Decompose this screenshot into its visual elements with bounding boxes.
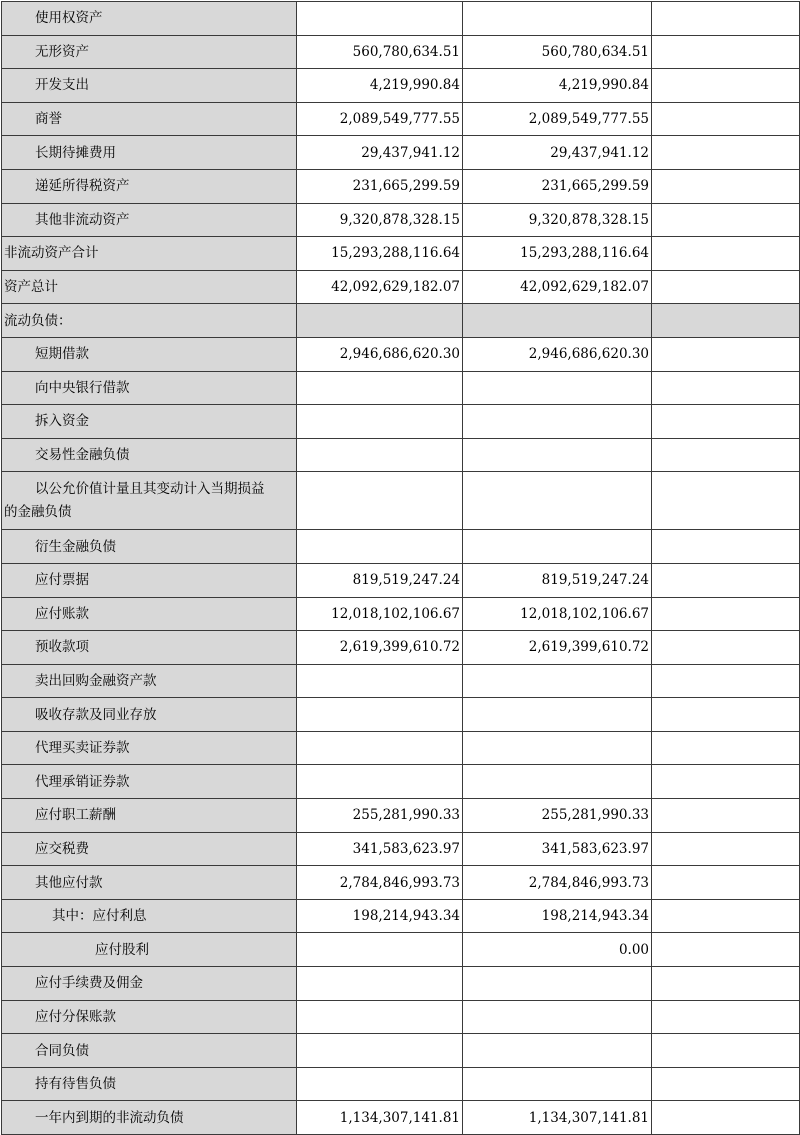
row-empty-col3 [652, 597, 800, 631]
row-label: 非流动资产合计 [2, 237, 297, 271]
table-row [2, 1067, 800, 1101]
row-value-col2: 2,784,846,993.73 [463, 866, 652, 900]
table-row [2, 631, 800, 665]
row-value-col2: 0.00 [463, 933, 652, 967]
table-row [2, 899, 800, 933]
row-empty-col3 [652, 438, 800, 472]
row-value-col2: 2,619,399,610.72 [463, 631, 652, 665]
table-row [2, 967, 800, 1001]
row-label: 一年内到期的非流动负债 [2, 1101, 297, 1135]
row-value-col2: 12,018,102,106.67 [463, 597, 652, 631]
row-empty-col3 [652, 237, 800, 271]
row-label: 应付票据 [2, 563, 297, 597]
section-header-cell [463, 304, 652, 338]
row-label-line2: 的金融负债 [4, 503, 72, 520]
table-row [2, 832, 800, 866]
row-empty-col3 [652, 371, 800, 405]
row-label: 短期借款 [2, 337, 297, 371]
row-label: 交易性金融负债 [2, 438, 297, 472]
row-value-col2: 819,519,247.24 [463, 563, 652, 597]
row-label: 其他应付款 [2, 866, 297, 900]
row-value-col2: 231,665,299.59 [463, 169, 652, 203]
row-value-col1 [297, 698, 463, 732]
row-value-col1 [297, 405, 463, 439]
table-row [2, 597, 800, 631]
table-row [2, 530, 800, 564]
row-label: 递延所得税资产 [2, 169, 297, 203]
row-value-col1: 2,619,399,610.72 [297, 631, 463, 665]
row-value-col2: 15,293,288,116.64 [463, 237, 652, 271]
row-value-col1: 255,281,990.33 [297, 799, 463, 833]
row-empty-col3 [652, 530, 800, 564]
row-label: 吸收存款及同业存放 [2, 698, 297, 732]
row-label: 资产总计 [2, 270, 297, 304]
row-label: 应付职工薪酬 [2, 799, 297, 833]
row-value-col1 [297, 967, 463, 1001]
row-empty-col3 [652, 337, 800, 371]
row-value-col1: 198,214,943.34 [297, 899, 463, 933]
row-empty-col3 [652, 765, 800, 799]
row-value-col2 [463, 698, 652, 732]
row-value-col2: 1,134,307,141.81 [463, 1101, 652, 1135]
row-value-col1 [297, 933, 463, 967]
row-value-col1: 4,219,990.84 [297, 69, 463, 103]
row-value-col1 [297, 2, 463, 36]
row-value-col2: 42,092,629,182.07 [463, 270, 652, 304]
row-value-col2 [463, 472, 652, 530]
row-value-col2: 255,281,990.33 [463, 799, 652, 833]
row-value-col1: 2,946,686,620.30 [297, 337, 463, 371]
section-header-label: 流动负债： [2, 304, 297, 338]
row-label: 合同负债 [2, 1034, 297, 1068]
row-value-col1 [297, 1034, 463, 1068]
row-value-col1: 2,089,549,777.55 [297, 102, 463, 136]
row-value-col1 [297, 472, 463, 530]
table-row [2, 405, 800, 439]
table-row-total [2, 270, 800, 304]
table-row [2, 866, 800, 900]
section-header-row [2, 304, 800, 338]
row-value-col2: 341,583,623.97 [463, 832, 652, 866]
row-value-col2 [463, 1000, 652, 1034]
section-header-cell [652, 304, 800, 338]
row-value-col1 [297, 530, 463, 564]
row-empty-col3 [652, 866, 800, 900]
row-value-col1: 42,092,629,182.07 [297, 270, 463, 304]
row-empty-col3 [652, 664, 800, 698]
row-value-col1: 2,784,846,993.73 [297, 866, 463, 900]
table-row [2, 664, 800, 698]
row-value-col1: 12,018,102,106.67 [297, 597, 463, 631]
row-value-col1: 819,519,247.24 [297, 563, 463, 597]
row-value-col2 [463, 664, 652, 698]
row-value-col2 [463, 1034, 652, 1068]
row-value-col1: 560,780,634.51 [297, 35, 463, 69]
row-label: 向中央银行借款 [2, 371, 297, 405]
row-label: 应付手续费及佣金 [2, 967, 297, 1001]
row-value-col2: 29,437,941.12 [463, 136, 652, 170]
row-empty-col3 [652, 631, 800, 665]
table-row [2, 35, 800, 69]
row-empty-col3 [652, 270, 800, 304]
row-empty-col3 [652, 731, 800, 765]
row-value-col1: 1,134,307,141.81 [297, 1101, 463, 1135]
row-label: 应交税费 [2, 832, 297, 866]
row-label: 其中：应付利息 [2, 899, 297, 933]
row-empty-col3 [652, 799, 800, 833]
table-row [2, 799, 800, 833]
row-empty-col3 [652, 1034, 800, 1068]
row-label: 应付股利 [2, 933, 297, 967]
row-label: 持有待售负债 [2, 1067, 297, 1101]
row-value-col1: 231,665,299.59 [297, 169, 463, 203]
row-empty-col3 [652, 472, 800, 530]
row-value-col2: 2,089,549,777.55 [463, 102, 652, 136]
row-empty-col3 [652, 1000, 800, 1034]
table-row [2, 765, 800, 799]
row-label: 卖出回购金融资产款 [2, 664, 297, 698]
row-label: 应付分保账款 [2, 1000, 297, 1034]
row-value-col1 [297, 664, 463, 698]
row-empty-col3 [652, 102, 800, 136]
table-row [2, 337, 800, 371]
table-row [2, 1034, 800, 1068]
row-label: 长期待摊费用 [2, 136, 297, 170]
table-row [2, 102, 800, 136]
row-value-col2: 198,214,943.34 [463, 899, 652, 933]
row-label: 开发支出 [2, 69, 297, 103]
table-row [2, 203, 800, 237]
row-value-col2 [463, 731, 652, 765]
row-value-col2: 4,219,990.84 [463, 69, 652, 103]
row-value-col2 [463, 530, 652, 564]
row-value-col1: 9,320,878,328.15 [297, 203, 463, 237]
row-empty-col3 [652, 832, 800, 866]
row-empty-col3 [652, 35, 800, 69]
row-empty-col3 [652, 1101, 800, 1135]
row-value-col1: 341,583,623.97 [297, 832, 463, 866]
row-value-col2 [463, 967, 652, 1001]
row-empty-col3 [652, 698, 800, 732]
row-value-col1 [297, 1000, 463, 1034]
row-label: 预收款项 [2, 631, 297, 665]
row-empty-col3 [652, 69, 800, 103]
row-label: 代理买卖证券款 [2, 731, 297, 765]
row-value-col2 [463, 765, 652, 799]
row-label: 衍生金融负债 [2, 530, 297, 564]
row-empty-col3 [652, 203, 800, 237]
row-empty-col3 [652, 563, 800, 597]
row-value-col2: 2,946,686,620.30 [463, 337, 652, 371]
table-row [2, 69, 800, 103]
row-value-col1: 15,293,288,116.64 [297, 237, 463, 271]
table-row [2, 563, 800, 597]
row-empty-col3 [652, 967, 800, 1001]
table-row [2, 1000, 800, 1034]
table-row [2, 1101, 800, 1135]
row-value-col2 [463, 1067, 652, 1101]
table-row [2, 2, 800, 36]
row-empty-col3 [652, 1067, 800, 1101]
row-label: 无形资产 [2, 35, 297, 69]
row-value-col2 [463, 405, 652, 439]
row-value-col2: 560,780,634.51 [463, 35, 652, 69]
row-value-col2 [463, 2, 652, 36]
table-row [2, 933, 800, 967]
table-row [2, 371, 800, 405]
table-row [2, 438, 800, 472]
row-value-col2: 9,320,878,328.15 [463, 203, 652, 237]
table-row [2, 136, 800, 170]
row-label [2, 472, 297, 530]
row-empty-col3 [652, 169, 800, 203]
table-row [2, 472, 800, 530]
row-label: 使用权资产 [2, 2, 297, 36]
row-empty-col3 [652, 933, 800, 967]
row-label: 其他非流动资产 [2, 203, 297, 237]
row-value-col1 [297, 371, 463, 405]
row-empty-col3 [652, 136, 800, 170]
table-row [2, 698, 800, 732]
balance-sheet-body [2, 2, 800, 1135]
row-value-col1: 29,437,941.12 [297, 136, 463, 170]
row-empty-col3 [652, 899, 800, 933]
row-label: 拆入资金 [2, 405, 297, 439]
balance-sheet-table [1, 1, 800, 1135]
row-label: 商誉 [2, 102, 297, 136]
row-value-col1 [297, 438, 463, 472]
row-label: 应付账款 [2, 597, 297, 631]
section-header-cell [297, 304, 463, 338]
row-value-col1 [297, 765, 463, 799]
table-row [2, 169, 800, 203]
row-value-col1 [297, 731, 463, 765]
row-value-col2 [463, 438, 652, 472]
row-empty-col3 [652, 2, 800, 36]
row-label-line1: 以公允价值计量且其变动计入当期损益 [35, 480, 265, 497]
row-label: 代理承销证券款 [2, 765, 297, 799]
row-value-col2 [463, 371, 652, 405]
row-value-col1 [297, 1067, 463, 1101]
table-row [2, 731, 800, 765]
table-row-subtotal [2, 237, 800, 271]
row-empty-col3 [652, 405, 800, 439]
